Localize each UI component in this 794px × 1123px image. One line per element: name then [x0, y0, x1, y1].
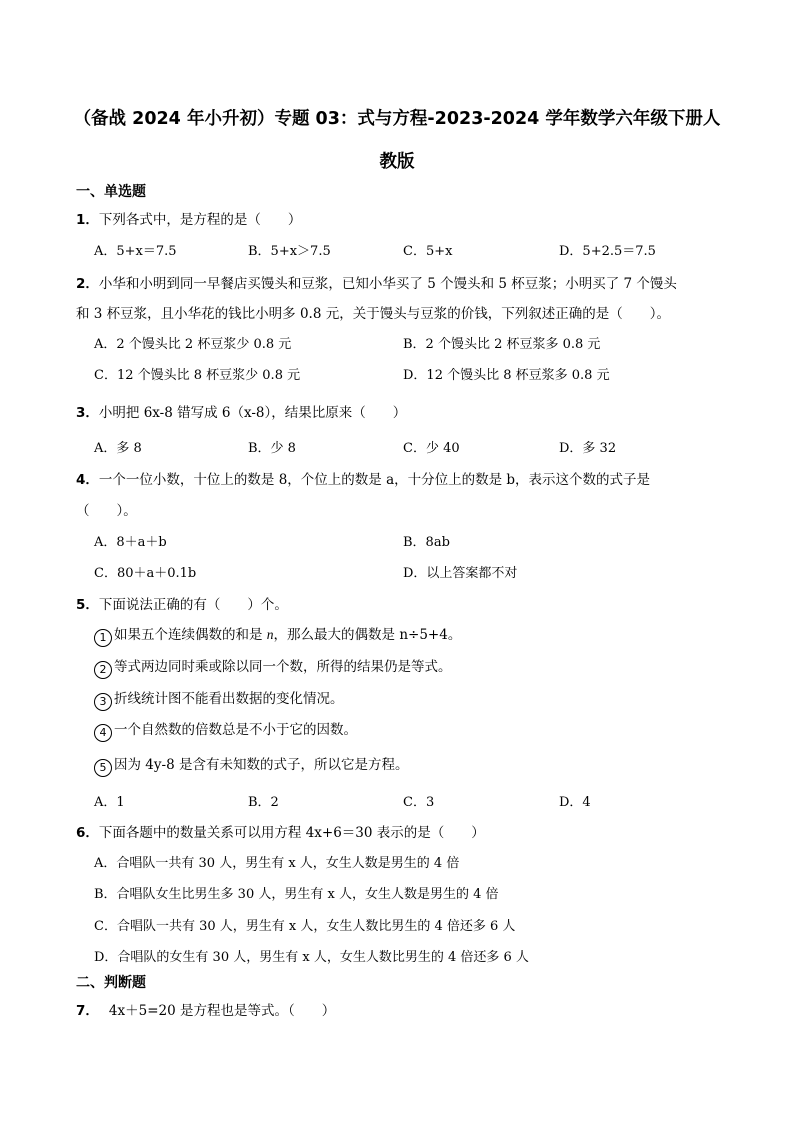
question-text-line-1: 小华和小明到同一早餐店买馒头和豆浆，已知小华买了 5 个馒头和 5 杯豆浆；小明买了 7 个馒头: [98, 276, 677, 292]
question-text: 小明把 6x-8 错写成 6（x-8），结果比原来（ ）: [98, 405, 407, 421]
q5-statement-1: 1 如果五个连续偶数的和是 n，那么最大的偶数是 n÷5+4。: [94, 623, 461, 647]
q1-option-c: C．5+x: [403, 244, 453, 259]
question-3: [76, 401, 406, 421]
q4-option-b: B．8ab: [403, 535, 450, 550]
q5-statement-5: 5 因为 4y-8 是含有未知数的式子，所以它是方程。: [94, 753, 408, 777]
question-number: 6．: [76, 825, 99, 841]
q4-option-a: A．8＋a＋b: [94, 535, 167, 550]
q5-statement-2: 2 等式两边同时乘或除以同一个数，所得的结果仍是等式。: [94, 655, 452, 679]
question-7: [76, 999, 335, 1019]
question-text-line-1: 一个一位小数，十位上的数是 8，个位上的数是 a，十分位上的数是 b，表示这个数的式子是: [98, 472, 651, 488]
q3-option-d: D．多 32: [559, 441, 617, 456]
question-6: [76, 821, 485, 841]
question-1: [76, 208, 301, 228]
q6-option-c: C．合唱队一共有 30 人，男生有 x 人，女生人数比男生的 4 倍还多 6 人: [94, 919, 516, 934]
question-5: [76, 593, 288, 613]
q4-option-c: C．80＋a＋0.1b: [94, 566, 197, 581]
question-2-line-2: 和 3 杯豆浆，且小华花的钱比小明多 0.8 元，关于馒头与豆浆的价钱，下列叙述正确的是（ ）。: [76, 306, 670, 322]
q5-statement-3: 3 折线统计图不能看出数据的变化情况。: [94, 687, 344, 711]
question-number: 7．: [76, 1003, 99, 1019]
question-4: [76, 468, 650, 488]
q5-option-b: B．2: [248, 795, 279, 810]
circled-number: 5: [94, 759, 112, 777]
q3-option-c: C．少 40: [403, 441, 460, 456]
question-text: 下面各题中的数量关系可以用方程 4x+6＝30 表示的是（ ）: [98, 825, 485, 841]
q6-option-a: A．合唱队一共有 30 人，男生有 x 人，女生人数是男生的 4 倍: [94, 856, 460, 871]
q5-statement-4: 4 一个自然数的倍数总是不小于它的因数。: [94, 718, 357, 742]
q1-option-b: B．5+x＞7.5: [248, 244, 331, 259]
circled-number: 4: [94, 724, 112, 742]
question-number: 5．: [76, 597, 99, 613]
circled-number: 2: [94, 661, 112, 679]
question-text: 4x＋5=20 是方程也是等式。（ ）: [108, 1003, 336, 1019]
question-text: 下面说法正确的有（ ）个。: [98, 597, 288, 613]
document-title-line-2: 教版: [379, 152, 415, 172]
document-title-line-1: （备战 2024 年小升初）专题 03：式与方程-2023-2024 学年数学六年级下册人: [73, 109, 721, 129]
question-4-line-2: （ ）。: [76, 503, 137, 519]
question-number: 4．: [76, 472, 99, 488]
q6-option-d: D．合唱队的女生有 30 人，男生有 x 人，女生人数比男生的 4 倍还多 6 人: [94, 950, 529, 965]
q1-option-a: A．5+x＝7.5: [94, 244, 177, 259]
section-heading-single-choice: 一、单选题: [76, 184, 146, 200]
q5-option-d: D．4: [559, 795, 591, 810]
q1-option-d: D．5+2.5＝7.5: [559, 244, 656, 259]
q3-option-b: B．少 8: [248, 441, 296, 456]
q5-option-c: C．3: [403, 795, 435, 810]
question-text: 下列各式中，是方程的是（ ）: [98, 212, 302, 228]
q3-option-a: A．多 8: [94, 441, 142, 456]
q2-option-a: A．2 个馒头比 2 杯豆浆少 0.8 元: [94, 337, 292, 352]
question-number: 3．: [76, 405, 99, 421]
circled-number: 1: [94, 629, 112, 647]
circled-number: 3: [94, 693, 112, 711]
question-number: 2．: [76, 276, 99, 292]
q6-option-b: B．合唱队女生比男生多 30 人，男生有 x 人，女生人数是男生的 4 倍: [94, 887, 499, 902]
q2-option-b: B．2 个馒头比 2 杯豆浆多 0.8 元: [403, 337, 601, 352]
q2-option-c: C．12 个馒头比 8 杯豆浆少 0.8 元: [94, 368, 301, 383]
q5-option-a: A．1: [94, 795, 125, 810]
q2-option-d: D．12 个馒头比 8 杯豆浆多 0.8 元: [403, 368, 610, 383]
section-heading-true-false: 二、判断题: [76, 975, 146, 991]
question-number: 1．: [76, 212, 99, 228]
question-2: [76, 272, 677, 292]
q4-option-d: D．以上答案都不对: [403, 566, 518, 581]
